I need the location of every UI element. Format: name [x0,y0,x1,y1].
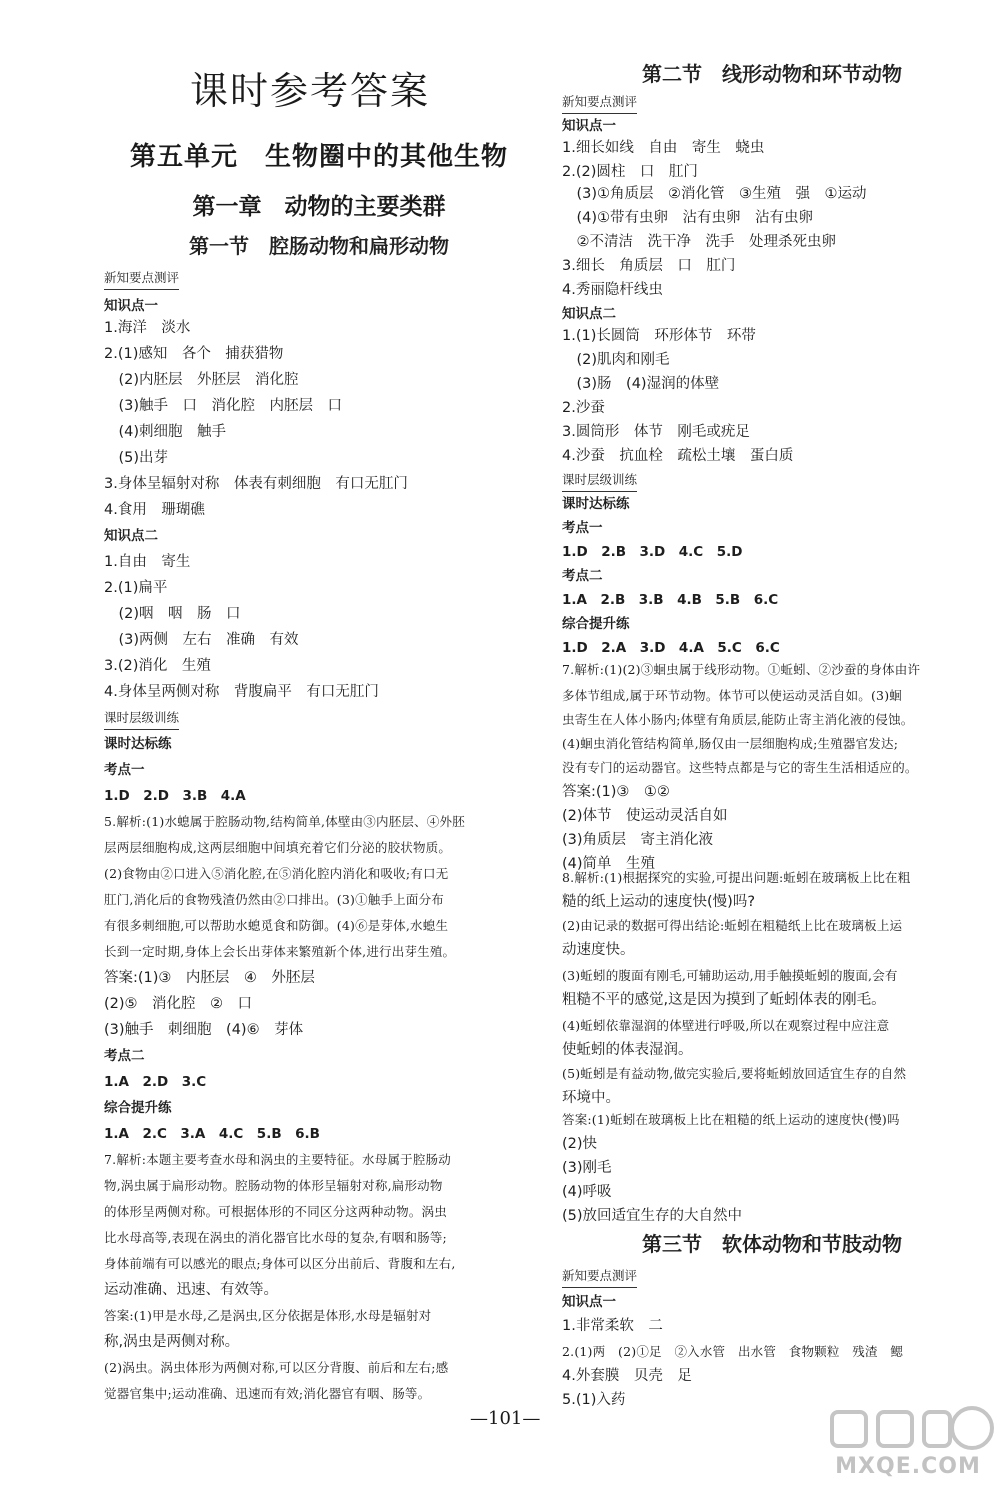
section-label: 知识点一 [562,1294,616,1310]
text-line: (4)刺细胞 触手 [104,424,227,440]
text-line: 1.细长如线 自由 寄生 蛲虫 [562,140,765,156]
text-line: (2)快 [562,1136,598,1152]
text-line: (2)食物由②口进入⑤消化腔,在⑤消化腔内消化和吸收;有口无 [104,866,449,881]
text-line: 4.秀丽隐杆线虫 [562,282,663,298]
chapter-title: 第一章 动物的主要类群 [192,193,446,220]
text-line: (2)体节 使运动灵活自如 [562,808,728,824]
text-line: 答案:(1)甲是水母,乙是涡虫,区分依据是体形,水母是辐射对 [104,1308,432,1323]
text-line: 有很多刺细胞,可以帮助水螅觅食和防御。(4)⑥是芽体,水螅生 [104,918,449,933]
text-line: (2)咽 咽 肠 口 [104,606,241,622]
section-label: 综合提升练 [562,616,630,632]
category-label: 新知要点测评 [562,1266,637,1288]
text-line: 的体形呈两侧对称。可根据体形的不同区分这两种动物。涡虫 [104,1204,447,1219]
section-title-1: 第一节 腔肠动物和扁形动物 [189,234,449,258]
section-label: 知识点二 [562,306,616,322]
text-line: (3)肠 (4)湿润的体壁 [562,376,720,392]
text-line: 4.食用 珊瑚礁 [104,502,205,518]
text-line: 1.海洋 淡水 [104,320,191,336]
text-line: (4)蚯蚓依靠湿润的体壁进行呼吸,所以在观察过程中应注意 [562,1018,890,1033]
text-line: (3)刚毛 [562,1160,612,1176]
text-line: (2)内胚层 外胚层 消化腔 [104,372,299,388]
text-line: (5)放回适宜生存的大自然中 [562,1208,743,1224]
section-label: 考点二 [104,1048,145,1064]
category-label: 新知要点测评 [562,92,637,114]
section-label: 课时达标练 [104,736,172,752]
text-line: 层两层细胞构成,这两层细胞中间填充着它们分泌的胶状物质。 [104,840,452,855]
text-line: 1.A 2.C 3.A 4.C 5.B 6.B [104,1126,320,1142]
text-line: 2.(1)两 (2)①足 ②入水管 出水管 食物颗粒 残渣 鳃 [562,1344,904,1359]
text-line: 运动准确、迅速、有效等。 [104,1282,278,1298]
text-line: 身体前端有可以感光的眼点;身体可以区分出前后、背腹和左右, [104,1256,456,1271]
text-line: 答案:(1)蚯蚓在玻璃板上比在粗糙的纸上运动的速度快(慢)吗 [562,1112,900,1127]
text-line: 1.D 2.A 3.D 4.A 5.C 6.C [562,640,780,656]
text-line: 1.(1)长圆筒 环形体节 环带 [562,328,756,344]
watermark-site: MXQE.COM [835,1454,981,1479]
section-label: 知识点一 [562,118,616,134]
text-line: 环境中。 [562,1090,620,1106]
section-label: 考点一 [562,520,603,536]
text-line: 2.沙蚕 [562,400,605,416]
text-line: 4.身体呈两侧对称 背腹扁平 有口无肛门 [104,684,379,700]
section-label: 知识点一 [104,298,158,314]
text-line: 3.身体呈辐射对称 体表有刺细胞 有口无肛门 [104,476,408,492]
text-line: (3)①角质层 ②消化管 ③生殖 强 ①运动 [562,186,867,202]
text-line: 8.解析:(1)根据探究的实验,可提出问题:蚯蚓在玻璃板上比在粗 [562,870,911,885]
text-line: (2)由记录的数据可得出结论:蚯蚓在粗糙纸上比在玻璃板上运 [562,918,903,933]
text-line: (5)蚯蚓是有益动物,做完实验后,要将蚯蚓放回适宜生存的自然 [562,1066,907,1081]
text-line: 虫寄生在人体小肠内;体壁有角质层,能防止寄主消化液的侵蚀。 [562,712,914,727]
text-line: (3)角质层 寄主消化液 [562,832,714,848]
category-label: 课时层级训练 [562,470,637,492]
text-line: (3)触手 口 消化腔 内胚层 口 [104,398,343,414]
text-line: 没有专门的运动器官。这些特点都是与它的寄生生活相适应的。 [562,760,918,775]
text-line: 觉器官集中;运动准确、迅速而有效;消化器官有咽、肠等。 [104,1386,431,1401]
text-line: (3)蚯蚓的腹面有刚毛,可辅助运动,用手触摸蚯蚓的腹面,会有 [562,968,898,983]
text-line: (5)出芽 [104,450,169,466]
text-line: 1.自由 寄生 [104,554,191,570]
text-line: 2.(1)扁平 [104,580,168,596]
text-line: 长到一定时期,身体上会长出芽体来繁殖新个体,进行出芽生殖。 [104,944,456,959]
section-label: 知识点二 [104,528,158,544]
text-line: 5.(1)入药 [562,1392,626,1408]
text-line: (4)①带有虫卵 沾有虫卵 沾有虫卵 [562,210,814,226]
text-line: 糙的纸上运动的速度快(慢)吗? [562,894,756,910]
text-line: 2.(2)圆柱 口 肛门 [562,164,698,180]
text-line: 使蚯蚓的体表湿润。 [562,1042,693,1058]
page-number: —101— [470,1408,541,1429]
text-line: 答案:(1)③ ①② [562,784,670,800]
text-line: 7.解析:(1)(2)③蛔虫属于线形动物。①蚯蚓、②沙蚕的身体由许 [562,662,921,677]
text-line: 比水母高等,表现在涡虫的消化器官比水母的复杂,有咽和肠等; [104,1230,447,1245]
text-line: (2)⑤ 消化腔 ② 口 [104,996,253,1012]
text-line: 3.圆筒形 体节 刚毛或疣足 [562,424,750,440]
text-line: (3)触手 刺细胞 (4)⑥ 芽体 [104,1022,304,1038]
unit-title: 第五单元 生物圈中的其他生物 [129,142,508,172]
text-line: 1.D 2.B 3.D 4.C 5.D [562,544,743,560]
category-label: 课时层级训练 [104,708,179,730]
text-line: 物,涡虫属于扁形动物。腔肠动物的体形呈辐射对称,扁形动物 [104,1178,443,1193]
text-line: (2)涡虫。涡虫体形为两侧对称,可以区分背腹、前后和左右;感 [104,1360,449,1375]
section-label: 考点二 [562,568,603,584]
text-line: 3.(2)消化 生殖 [104,658,211,674]
section-label: 课时达标练 [562,496,630,512]
text-line: 动速度快。 [562,942,635,958]
text-line: 1.A 2.B 3.B 4.B 5.B 6.C [562,592,779,608]
text-line: ②不清洁 洗干净 洗手 处理杀死虫卵 [562,234,836,250]
page-title: 课时参考答案 [189,69,430,113]
watermark-logo [822,1402,994,1490]
text-line: 2.(1)感知 各个 捕获猎物 [104,346,284,362]
category-label: 新知要点测评 [104,268,179,290]
text-line: 1.D 2.D 3.B 4.A [104,788,246,804]
text-line: (2)肌肉和刚毛 [562,352,670,368]
text-line: 肛门,消化后的食物残渣仍然由②口排出。(3)①触手上面分布 [104,892,444,907]
text-line: 答案:(1)③ 内胚层 ④ 外胚层 [104,970,315,986]
text-line: (3)两侧 左右 准确 有效 [104,632,299,648]
section-title-2: 第二节 线形动物和环节动物 [642,62,902,86]
section-title-3: 第三节 软体动物和节肢动物 [642,1232,902,1256]
text-line: (4)简单 生殖 [562,856,656,872]
text-line: 3.细长 角质层 口 肛门 [562,258,736,274]
text-line: 4.沙蚕 抗血栓 疏松土壤 蛋白质 [562,448,794,464]
text-line: 称,涡虫是两侧对称。 [104,1334,240,1350]
section-label: 考点一 [104,762,145,778]
text-line: (4)呼吸 [562,1184,612,1200]
text-line: 1.非常柔软 二 [562,1318,663,1334]
text-line: 粗糙不平的感觉,这是因为摸到了蚯蚓体表的刚毛。 [562,992,886,1008]
text-line: 7.解析:本题主要考查水母和涡虫的主要特征。水母属于腔肠动 [104,1152,451,1167]
text-line: (4)蛔虫消化管结构简单,肠仅由一层细胞构成;生殖器官发达; [562,736,899,751]
text-line: 1.A 2.D 3.C [104,1074,207,1090]
watermark-icon [822,1402,994,1456]
text-line: 4.外套膜 贝壳 足 [562,1368,692,1384]
section-label: 综合提升练 [104,1100,172,1116]
text-line: 多体节组成,属于环节动物。体节可以使运动灵活自如。(3)蛔 [562,688,902,703]
text-line: 5.解析:(1)水螅属于腔肠动物,结构简单,体壁由③内胚层、④外胚 [104,814,465,829]
